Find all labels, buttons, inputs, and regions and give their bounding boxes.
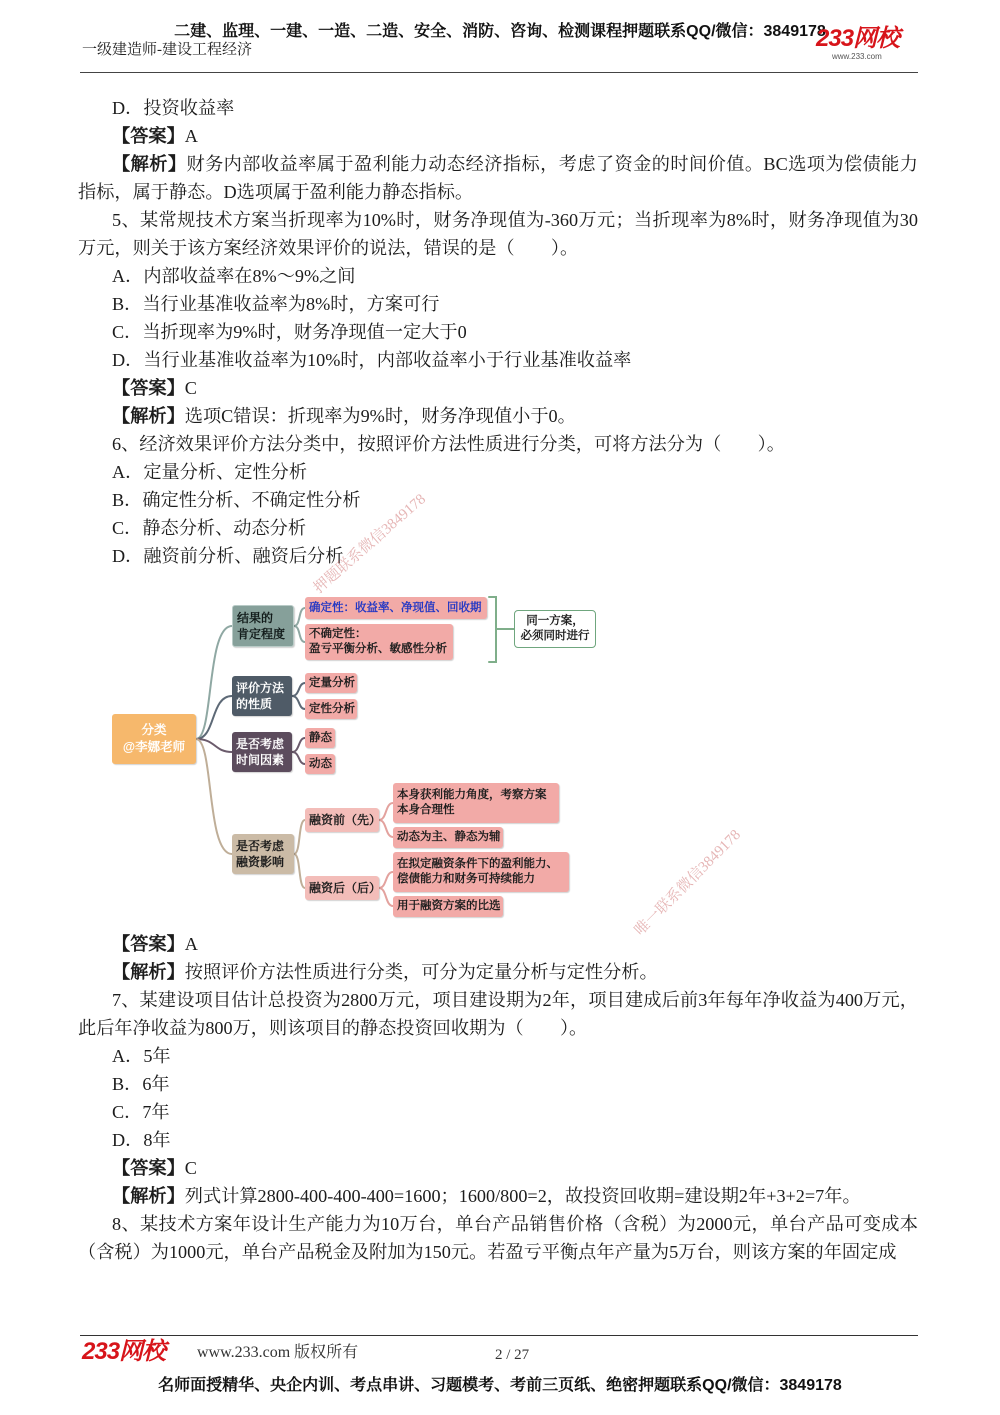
leaf-deterministic <box>305 597 487 619</box>
question-stem: 8、某技术方案年设计生产能力为10万台，单台产品销售价格（含税）为2000元，单台产品可变成本（含税）为1000元，单台产品税金及附加为150元。若盈亏平衡点年产量为5万台，则该方案的年固定成 <box>78 1214 918 1262</box>
connector-line <box>292 696 305 709</box>
connector-line <box>294 854 305 888</box>
logo-url: www.233.com <box>832 52 882 61</box>
connector-line <box>379 872 393 888</box>
header-promo-text: 二建、监理、一建、一造、二造、安全、消防、咨询、检测课程押题联系QQ/微信：3849178 <box>174 23 826 40</box>
answer-line <box>78 930 918 958</box>
option-line: C．静态分析、动态分析 <box>112 518 307 538</box>
question-stem: 7、某建设项目估计总投资为2800万元，项目建设期为2年，项目建成后前3年每年净收益为400万元，此后年净收益为800万，则该项目的静态投资回收期为（ ）。 <box>78 990 918 1038</box>
branch-financing <box>232 834 294 874</box>
sub-text: 融资后（后） <box>309 880 382 895</box>
branch-method-nature <box>232 676 292 716</box>
analysis-label: 【解析】 <box>112 962 185 982</box>
branch-time-factor <box>232 732 292 772</box>
leaf-text: 盈亏平衡分析、敏感性分析 <box>309 643 447 655</box>
question-stem: 6、经济效果评价方法分类中，按照评价方法性质进行分类，可将方法分为（ ）。 <box>112 434 785 454</box>
branch-label: 结果的 <box>237 611 274 625</box>
connector-line <box>292 683 305 696</box>
leaf-text: 在拟定融资条件下的盈利能力、 <box>397 858 558 870</box>
option-line: A．5年 <box>112 1046 171 1066</box>
connector-line <box>379 820 393 837</box>
answer-line <box>78 1154 918 1182</box>
analysis-text: 按照评价方法性质进行分类，可分为定量分析与定性分析。 <box>184 962 658 982</box>
branch-label: 时间因素 <box>236 753 285 767</box>
option-line: D．融资前分析、融资后分析 <box>112 546 344 566</box>
analysis-line <box>78 1182 918 1210</box>
leaf-text: 偿债能力和财务可持续能力 <box>397 873 535 885</box>
mind-map-root <box>112 714 196 764</box>
option-line: D．8年 <box>112 1130 171 1150</box>
option-line: B．确定性分析、不确定性分析 <box>112 490 361 510</box>
root-author: @李娜老师 <box>122 740 186 754</box>
option-line: A．内部收益率在8%～9%之间 <box>112 266 356 286</box>
root-label: 分类 <box>141 723 167 737</box>
page-number: 2 / 27 <box>495 1347 530 1363</box>
leaf-qualitative <box>305 699 357 719</box>
connector-line <box>292 752 305 764</box>
leaf-text: 动态为主、静态为辅 <box>397 831 501 843</box>
footer-copyright: www.233.com 版权所有 <box>197 1344 359 1361</box>
header-subject: 一级建造师-建设工程经济 <box>82 42 252 58</box>
leaf-post-financing-detail <box>393 852 569 892</box>
leaf-dynamic <box>305 754 335 774</box>
analysis-label: 【解析】 <box>112 154 187 174</box>
option-line: D．投资收益率 <box>112 98 235 118</box>
content-upper <box>78 94 918 570</box>
connector-line <box>379 888 393 906</box>
analysis-line <box>78 150 918 206</box>
option-line: B．当行业基准收益率为8%时，方案可行 <box>112 294 440 314</box>
answer-value: A <box>184 934 198 954</box>
leaf-text: 定性分析 <box>309 702 355 715</box>
leaf-text: 静态 <box>309 731 332 744</box>
answer-line <box>78 122 918 150</box>
sub-pre-financing <box>305 808 382 832</box>
footer-logo: 233网校 <box>82 1338 166 1365</box>
answer-value: C <box>184 378 197 398</box>
leaf-pre-financing-focus <box>393 827 503 848</box>
note-text: 必须同时进行 <box>520 630 590 642</box>
branch-label: 评价方法 <box>236 681 285 695</box>
leaf-text: 本身合理性 <box>397 804 455 816</box>
header-divider <box>80 72 918 73</box>
connector-line <box>196 626 232 739</box>
connector-line <box>294 820 305 854</box>
footer-divider <box>80 1335 918 1336</box>
branch-label: 融资影响 <box>236 855 285 869</box>
leaf-text: 本身获利能力角度，考察方案 <box>397 789 547 801</box>
leaf-pre-financing-detail <box>393 783 559 823</box>
footer-promo-text: 名师面授精华、央企内训、考点串讲、习题模考、考前三页纸、绝密押题联系QQ/微信：3849178 <box>158 1377 842 1394</box>
answer-label: 【答案】 <box>112 934 185 954</box>
answer-label: 【答案】 <box>112 1158 185 1178</box>
answer-label: 【答案】 <box>112 126 185 146</box>
leaf-text: 不确定性： <box>309 628 367 640</box>
sub-text: 融资前（先） <box>309 812 382 827</box>
summary-bracket <box>489 597 496 662</box>
branch-label: 是否考虑 <box>236 737 285 751</box>
note-text: 同一方案， <box>526 615 584 627</box>
branch-label: 的性质 <box>236 697 273 711</box>
logo-wordmark: 233网校 <box>816 25 900 52</box>
analysis-label: 【解析】 <box>112 1186 185 1206</box>
leaf-text: 用于融资方案的比选 <box>397 900 501 912</box>
answer-value: A <box>184 126 198 146</box>
connector-line <box>292 738 305 752</box>
connector-line <box>196 739 232 854</box>
leaf-post-financing-use <box>393 896 503 917</box>
analysis-line <box>78 958 918 986</box>
analysis-label: 【解析】 <box>112 406 185 426</box>
leaf-quantitative <box>305 673 357 693</box>
answer-line <box>78 374 918 402</box>
option-line: B．6年 <box>112 1074 170 1094</box>
option-line: C．7年 <box>112 1102 170 1122</box>
connector-line <box>294 626 305 642</box>
summary-note <box>514 610 596 648</box>
analysis-text: 财务内部收益率属于盈利能力动态经济指标，考虑了资金的时间价值。BC选项为偿债能力指标，属于静态。D选项属于盈利能力静态指标。 <box>78 154 918 202</box>
analysis-text: 列式计算2800-400-400-400=1600；1600/800=2，故投资回收期=建设期2年+3+2=7年。 <box>184 1186 861 1206</box>
option-line: C．当折现率为9%时，财务净现值一定大于0 <box>112 322 467 342</box>
classification-mind-map <box>0 570 1000 930</box>
branch-label: 肯定程度 <box>237 627 286 641</box>
connector-line <box>379 803 393 820</box>
leaf-text: 定量分析 <box>309 676 355 689</box>
watermark: 押题联系微信3849178 <box>310 491 430 597</box>
leaf-uncertainty <box>305 624 453 660</box>
brand-logo <box>816 26 918 66</box>
branch-certainty <box>232 605 294 647</box>
sub-post-financing <box>305 876 382 900</box>
analysis-text: 选项C错误：折现率为9%时，财务净现值小于0。 <box>184 406 576 426</box>
content-lower <box>78 930 918 1266</box>
option-line: D．当行业基准收益率为10%时，内部收益率小于行业基准收益率 <box>112 350 632 370</box>
watermark: 唯一联系微信3849178 <box>631 826 745 940</box>
leaf-static <box>305 728 335 748</box>
analysis-line <box>78 402 918 430</box>
question-stem: 5、某常规技术方案当折现率为10%时，财务净现值为-360万元；当折现率为8%时，财务净现值为30万元，则关于该方案经济效果评价的说法，错误的是（ ）。 <box>78 210 918 258</box>
leaf-text: 动态 <box>309 757 332 770</box>
answer-value: C <box>184 1158 197 1178</box>
branch-label: 是否考虑 <box>236 839 285 853</box>
option-line: A．定量分析、定性分析 <box>112 462 308 482</box>
leaf-text: 确定性：收益率、净现值、回收期 <box>309 601 482 614</box>
answer-label: 【答案】 <box>112 378 185 398</box>
